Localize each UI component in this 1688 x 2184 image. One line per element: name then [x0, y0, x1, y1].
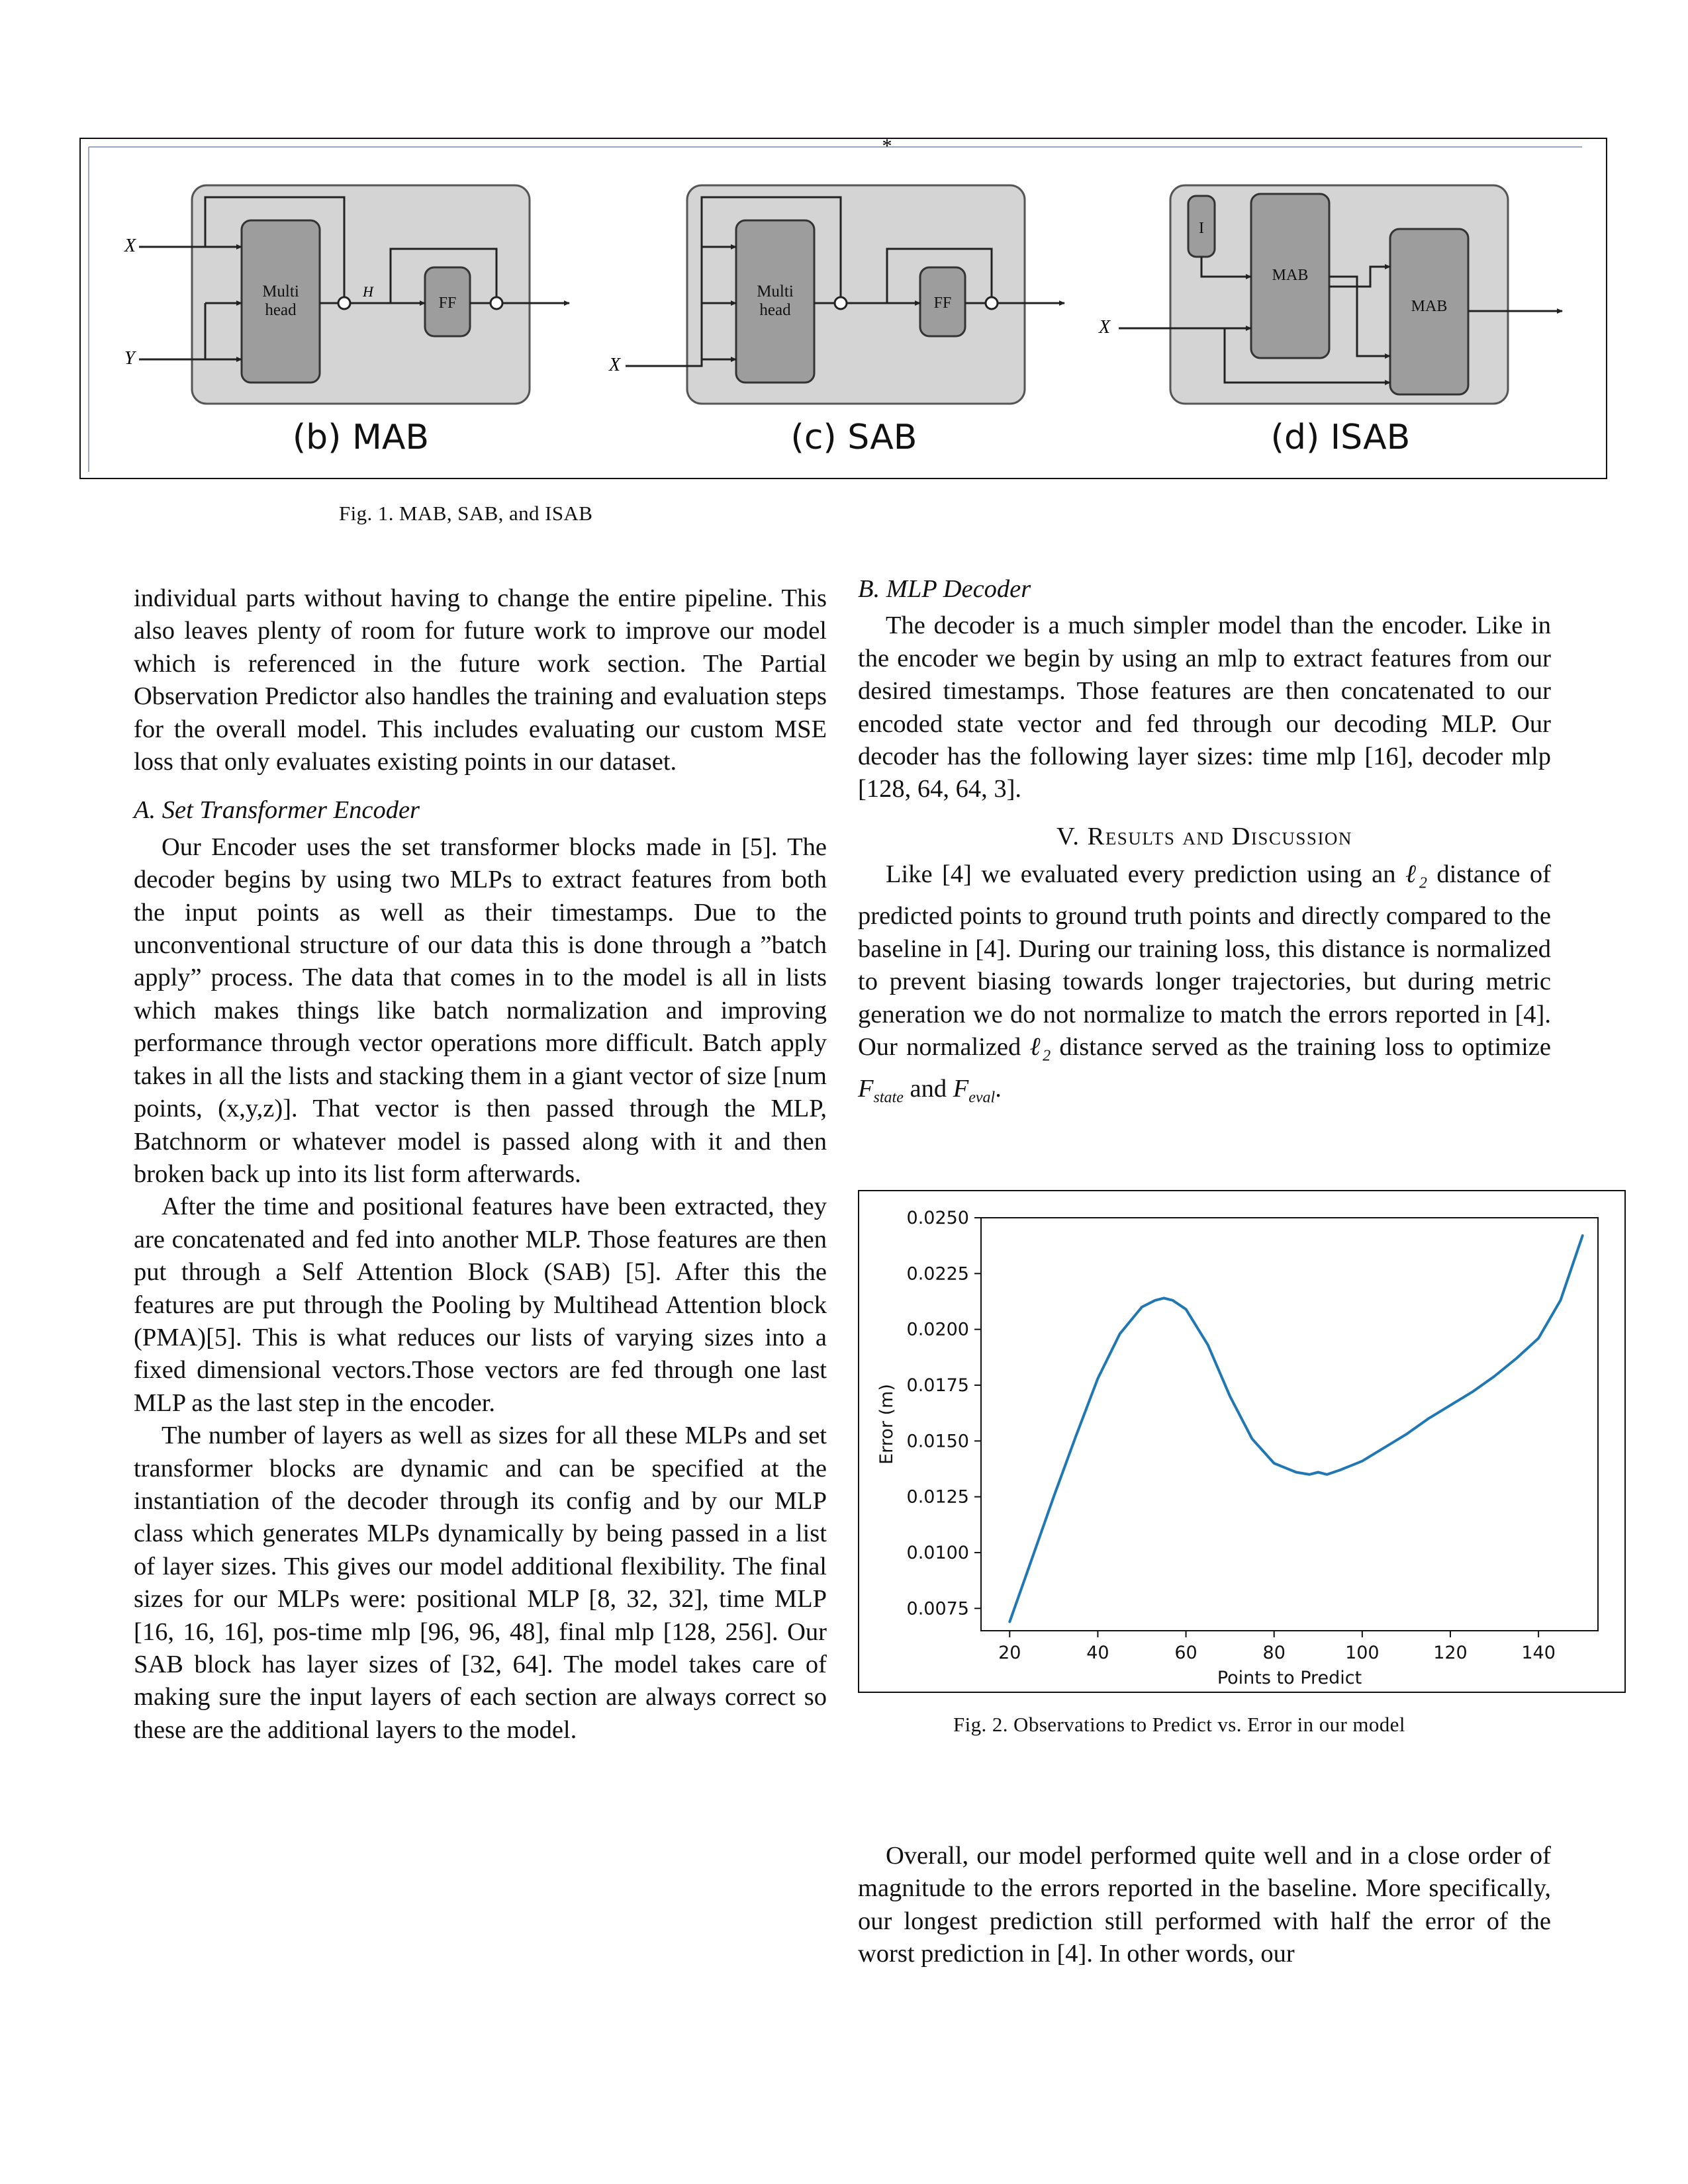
- left-paragraph-2: Our Encoder uses the set transformer blocks made in [5]. The decoder begins by using two MLPs to extract features from both the input points as well as their timestamps. Due to the unconventional structure of our data this is done through a ”batch apply” process. The data that comes in to the model is all in lists which makes things like batch normalization and improving performance through vector operations more difficult. Batch apply takes in all the lists and stacking them in a giant vector of size [num points, (x,y,z)]. That vector is then passed through the MLP, Batchnorm or whatever model is passed along with it and then broken back up into its list form afterwards.: [134, 833, 827, 1188]
- x-tick-label: 100: [1345, 1643, 1380, 1663]
- figure-2-frame: [859, 1191, 1625, 1692]
- figure-1-star: *: [882, 138, 892, 157]
- right-paragraph-2: [858, 858, 1551, 1115]
- right-paragraph-2-e: .: [995, 1075, 1002, 1103]
- subsection-b-heading: B. MLP Decoder: [858, 575, 1031, 603]
- x-tick-label: 140: [1521, 1643, 1556, 1663]
- y-tick-label: 0.0250: [906, 1208, 969, 1228]
- x-tick-label: 20: [998, 1643, 1021, 1663]
- figure-1-caption: Fig. 1. MAB, SAB, and ISAB: [339, 502, 593, 525]
- mab-multihead-label-2: head: [265, 301, 297, 319]
- f-state-symbol: $F_{state}$: [858, 1075, 904, 1107]
- isab-title: (d) ISAB: [1270, 418, 1411, 457]
- y-tick-label: 0.0200: [906, 1319, 969, 1340]
- right-paragraph-3: Overall, our model performed quite well and in a close order of magnitude to the errors reported in the baseline. More specifically, our longest prediction still performed with half the error of the worst prediction in [4]. In other words, our: [858, 1842, 1551, 1968]
- right-column-top: [858, 573, 1551, 1115]
- y-tick-label: 0.0150: [906, 1431, 969, 1452]
- mab-ff-label: FF: [438, 295, 457, 312]
- y-tick-label: 0.0100: [906, 1542, 969, 1563]
- right-paragraph-1: The decoder is a much simpler model than the encoder. Like in the encoder we begin by using an mlp to extract features from our desired timestamps. Those features are then concatenated to our encoded state vector and fed through our decoding MLP. Our decoder has the following layer sizes: time mlp [16], decoder mlp [128, 64, 64, 3].: [858, 612, 1551, 803]
- right-paragraph-2-b: distance of predicted points to ground truth points and directly compared to the baseline in [4]. During our training loss, this distance is normalized to prevent biasing towards longer trajectories, but during metric generation we do not normalize to match the errors reported in [4]. Our normalized: [858, 860, 1551, 1061]
- l2-symbol-1: ℓ$_2$: [1405, 860, 1427, 892]
- y-tick-label: 0.0225: [906, 1263, 969, 1285]
- right-paragraph-2-a: Like [4] we evaluated every prediction using an: [886, 860, 1405, 889]
- mab-multihead-label-1: Multi: [262, 283, 299, 300]
- isab-mab2-label: MAB: [1411, 298, 1448, 315]
- mab-h-label: H: [363, 283, 373, 300]
- right-paragraph-2-d: and: [903, 1075, 953, 1103]
- x-tick-label: 40: [1086, 1643, 1109, 1663]
- y-axis-label: Error (m): [876, 1384, 897, 1465]
- right-column-bottom: [858, 1840, 1551, 1971]
- isab-inducing-label: I: [1199, 220, 1204, 237]
- sab-input-x: X: [609, 355, 621, 375]
- y-tick-label: 0.0075: [906, 1598, 969, 1619]
- mab-title: (b) MAB: [292, 418, 430, 457]
- x-tick-label: 120: [1433, 1643, 1468, 1663]
- subsection-a-heading: A. Set Transformer Encoder: [134, 796, 420, 825]
- f-eval-symbol: $F_{eval}$: [953, 1075, 996, 1107]
- error-chart: [858, 1190, 1626, 1693]
- x-axis-label: Points to Predict: [1217, 1668, 1362, 1688]
- l2-symbol-2: ℓ$_2$: [1029, 1032, 1051, 1065]
- sab-title: (c) SAB: [790, 418, 917, 457]
- mab-input-x: X: [124, 236, 136, 256]
- sab-multihead-label-2: head: [759, 301, 791, 319]
- x-tick-label: 60: [1174, 1643, 1197, 1663]
- sab-ff-label: FF: [933, 295, 952, 312]
- y-tick-label: 0.0175: [906, 1375, 969, 1396]
- isab-mab1-label: MAB: [1272, 267, 1309, 284]
- y-tick-label: 0.0125: [906, 1486, 969, 1508]
- figure-1-diagram: [79, 138, 1607, 479]
- figure-1: [79, 138, 1607, 479]
- left-paragraph-3: After the time and positional features have been extracted, they are concatenated and fed into another MLP. Those features are then put through a Self Attention Block (SAB) [5]. After this the features are put through the Pooling by Multihead Attention block (PMA)[5]. This is what reduces our lists of varying sizes into a fixed dimensional vectors.Those vectors are fed through one last MLP as the last step in the encoder.: [134, 1193, 827, 1417]
- figure-2-caption: Fig. 2. Observations to Predict vs. Error in our model: [953, 1713, 1405, 1736]
- left-column: [134, 582, 827, 1747]
- mab-input-y: Y: [124, 348, 135, 369]
- left-paragraph-4: The number of layers as well as sizes for all these MLPs and set transformer blocks are dynamic and can be specified at the instantiation of the decoder through its config and by our MLP class which generates MLPs dynamically by being passed in a list of layer sizes. This gives our model additional flexibility. The final sizes for our MLPs were: positional MLP [8, 32, 32], time MLP [16, 16, 16], pos-time mlp [96, 96, 48], final mlp [128, 256]. Our SAB block has layer sizes of [32, 64]. The model takes care of making sure the input layers of each section are always correct so these are the additional layers to the model.: [134, 1422, 827, 1744]
- section-v-heading: V. Results and Discussion: [1056, 822, 1352, 850]
- left-paragraph-1: individual parts without having to change the entire pipeline. This also leaves plenty of room for future work to improve our model which is referenced in the future work section. The Partial Observation Predictor also handles the training and evaluation steps for the overall model. This includes evaluating our custom MSE loss that only evaluates existing points in our dataset.: [134, 584, 827, 776]
- x-tick-label: 80: [1262, 1643, 1286, 1663]
- sab-multihead-label-1: Multi: [757, 283, 794, 300]
- figure-2: [858, 1190, 1626, 1693]
- right-paragraph-2-c: distance served as the training loss to optimize: [1051, 1032, 1551, 1061]
- isab-input-x: X: [1099, 317, 1111, 338]
